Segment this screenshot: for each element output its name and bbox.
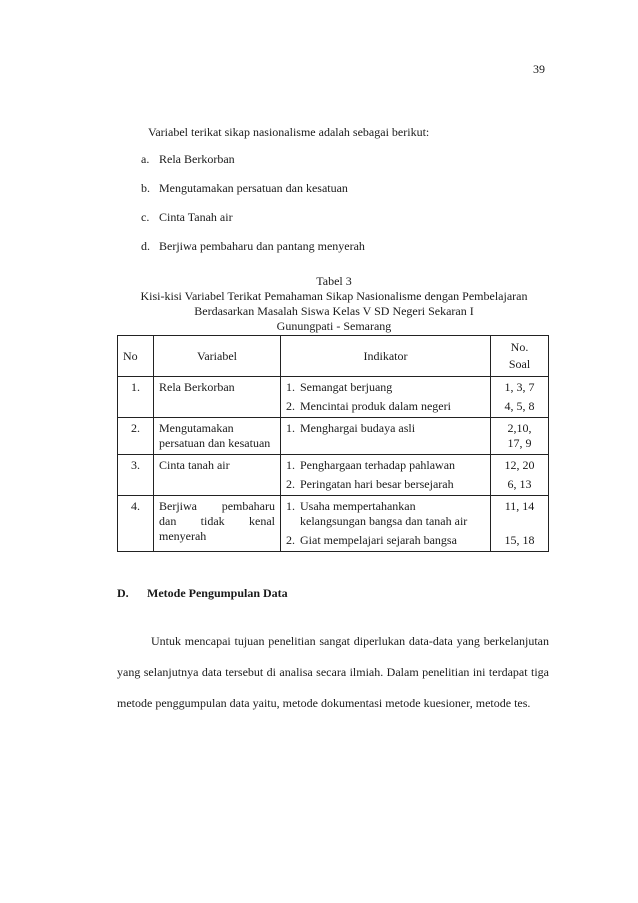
soal-line: 1, 3, 7 (504, 380, 535, 394)
section-title: Metode Pengumpulan Data (147, 586, 288, 600)
list-item (141, 210, 561, 239)
cell-no: 1. (118, 377, 154, 418)
soal-line: 12, 20 (504, 458, 535, 472)
cell-soal (491, 455, 549, 496)
section-heading (117, 586, 288, 601)
header-indikator: Indikator (281, 336, 491, 377)
table-row (118, 455, 549, 496)
header-soal-line: No. (510, 340, 529, 354)
cell-soal (491, 377, 549, 418)
caption-line: Tabel 3 (316, 274, 352, 288)
cell-soal (491, 418, 549, 455)
list-item-text: Cinta Tanah air (159, 210, 233, 224)
list-marker: b. (141, 181, 150, 195)
cell-indikator (281, 377, 491, 418)
caption-line: Gunungpati - Semarang (276, 319, 392, 333)
table-row (118, 418, 549, 455)
indikator-text: Semangat berjuang (300, 380, 393, 394)
header-soal-line: Soal (508, 357, 531, 371)
cell-indikator (281, 418, 491, 455)
indikator-text: Menghargai budaya asli (300, 421, 416, 435)
header-no: No (118, 336, 154, 377)
list-marker: a. (141, 152, 150, 166)
header-soal (491, 336, 549, 377)
indikator-num: 2. (286, 533, 295, 547)
soal-line: 6, 13 (507, 477, 532, 491)
list-item-text: Berjiwa pembaharu dan pantang menyerah (159, 239, 365, 253)
table-row (118, 377, 549, 418)
indikator-text: Usaha mempertahankan (300, 499, 416, 513)
indikator-text: Mencintai produk dalam negeri (300, 399, 451, 413)
cell-indikator (281, 455, 491, 496)
caption-line: Kisi-kisi Variabel Terikat Pemahaman Sikap Nasionalisme dengan Pembelajaran (140, 289, 528, 303)
list-item-text: Mengutamakan persatuan dan kesatuan (159, 181, 348, 195)
indikator-num: 1. (286, 380, 295, 394)
table-header-row (118, 336, 549, 377)
variable-list (141, 152, 561, 268)
kisi-kisi-table (117, 335, 549, 552)
cell-variabel (154, 418, 281, 455)
variabel-line: dan tidak kenal (159, 514, 275, 528)
indikator-text: Peringatan hari besar bersejarah (300, 477, 454, 491)
list-marker: c. (141, 210, 150, 224)
variabel-line: menyerah (159, 529, 207, 543)
cell-variabel (154, 455, 281, 496)
table-caption (118, 274, 550, 334)
indikator-num: 2. (286, 399, 295, 413)
cell-variabel (154, 496, 281, 552)
cell-indikator (281, 496, 491, 552)
table-row (118, 496, 549, 552)
list-item (141, 152, 561, 181)
variabel-line: Rela Berkorban (159, 380, 235, 394)
variabel-line: persatuan dan kesatuan (159, 436, 271, 450)
indikator-text: kelangsungan bangsa dan tanah air (300, 514, 468, 528)
indikator-text: Penghargaan terhadap pahlawan (300, 458, 456, 472)
list-item (141, 181, 561, 210)
intro-text: Variabel terikat sikap nasionalisme adalah sebagai berikut: (148, 125, 430, 139)
indikator-num: 1. (286, 458, 295, 472)
cell-no: 2. (118, 418, 154, 455)
cell-no: 4. (118, 496, 154, 552)
indikator-num: 1. (286, 421, 295, 435)
cell-soal (491, 496, 549, 552)
soal-line: 4, 5, 8 (504, 399, 535, 413)
list-item (141, 239, 561, 268)
body-paragraph: Untuk mencapai tujuan penelitian sangat diperlukan data-data yang berkelanjutan yang selanjutnya data tersebut di analisa secara ilmiah. Dalam penelitian ini terdapat tiga metode penggumpulan data yaitu, metode dokumentasi metode kuesioner, metode tes. (117, 634, 549, 710)
variabel-line: Cinta tanah air (159, 458, 230, 472)
variabel-line: Mengutamakan (159, 421, 234, 435)
page-number: 39 (533, 62, 545, 76)
section-letter: D. (117, 586, 129, 600)
indikator-num: 2. (286, 477, 295, 491)
caption-line: Berdasarkan Masalah Siswa Kelas V SD Negeri Sekaran I (194, 304, 474, 318)
cell-variabel (154, 377, 281, 418)
cell-no: 3. (118, 455, 154, 496)
indikator-text: Giat mempelajari sejarah bangsa (300, 533, 457, 547)
soal-line: 2,10, (507, 421, 532, 435)
soal-line: 15, 18 (504, 533, 535, 547)
indikator-num: 1. (286, 499, 295, 513)
variabel-line: Berjiwa pembaharu (159, 499, 275, 513)
header-variabel: Variabel (154, 336, 281, 377)
soal-line: 17, 9 (507, 436, 532, 450)
list-item-text: Rela Berkorban (159, 152, 235, 166)
list-marker: d. (141, 239, 150, 253)
soal-line: 11, 14 (504, 499, 535, 513)
